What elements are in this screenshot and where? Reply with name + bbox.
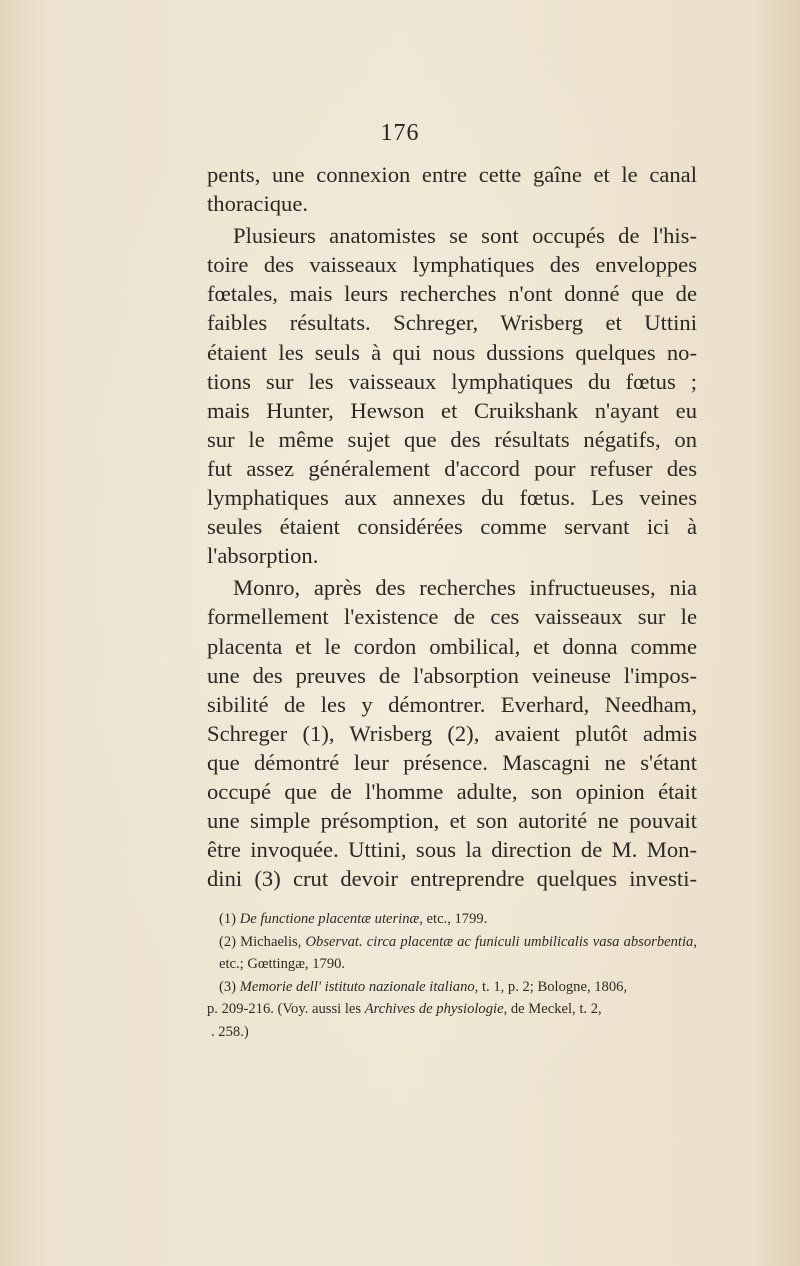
text-line: Schreger (1), Wrisberg (2), avaient plutôt admis <box>207 720 697 746</box>
footnote-3 <box>207 976 697 999</box>
page-number: 176 <box>380 120 420 146</box>
footnote-1 <box>207 908 697 931</box>
text-line: mais Hunter, Hewson et Cruikshank n'ayant eu <box>207 397 697 423</box>
text-line: tions sur les vaisseaux lymphatiques du fœtus ; <box>207 368 697 394</box>
text-line: faibles résultats. Schreger, Wrisberg et Uttini <box>207 310 697 336</box>
text-line: sibilité de les y démontrer. Everhard, Needham, <box>207 691 697 717</box>
text-line: placenta et le cordon ombilical, et donna comme <box>207 633 697 659</box>
footnote-2 <box>207 931 697 976</box>
footnotes <box>207 908 697 1044</box>
footnote-title <box>305 934 693 950</box>
text-line: étaient les seuls à qui nous dussions quelques no- <box>207 339 697 365</box>
text-line: une simple présomption, et son autorité ne pouvait <box>207 808 697 834</box>
text-line: être invoquée. Uttini, sous la direction de M. Mon- <box>207 837 697 863</box>
footnote-text: , etc.; Gœttingæ, 1790. <box>219 933 697 973</box>
text-line: une des preuves de l'absorption veineuse l'impos- <box>207 662 697 688</box>
footnote-text: , de Meckel, t. 2, <box>503 1001 602 1018</box>
text-line: pents, une connexion entre cette gaîne et le canal <box>207 162 697 187</box>
footnote-text: , etc., 1799. <box>419 911 488 927</box>
footnote-3-line-2 <box>207 998 697 1021</box>
text-line: fœtales, mais leurs recherches n'ont donné que de <box>207 281 697 307</box>
text-line: thoracique. <box>207 191 308 217</box>
footnote-author: Michaelis, <box>240 933 302 950</box>
footnote-text: p. 209-216. (Voy. aussi les <box>207 1001 365 1018</box>
footnote-number: (3) <box>219 978 237 995</box>
footnote-title-text: Observat. circa placentæ ac funiculi umbilicalis vasa absorbentia <box>305 933 694 950</box>
footnote-number: (1) <box>219 911 237 927</box>
text-line: fut assez généralement d'accord pour refuser des <box>207 455 697 481</box>
text-line: lymphatiques aux annexes du fœtus. Les veines <box>207 485 697 511</box>
text-line: sur le même sujet que des résultats négatifs, on <box>207 426 697 452</box>
text-line: dini (3) crut devoir entreprendre quelques investi- <box>207 866 697 892</box>
text-line: que démontré leur présence. Mascagni ne s'étant <box>207 749 697 775</box>
footnote-3-line-3: . 258.) <box>211 1023 249 1040</box>
footnote-text: , t. 1, p. 2; Bologne, 1806, <box>474 978 628 995</box>
text-line: Plusieurs anatomistes se sont occupés de l'his- <box>233 223 697 249</box>
text-line: seules étaient considérées comme servant ici à <box>207 514 697 540</box>
text-line: l'absorption. <box>207 543 319 569</box>
text-line: formellement l'existence de ces vaisseaux sur le <box>207 604 697 630</box>
body-text <box>207 160 697 893</box>
footnote-title: Archives de physiologie <box>364 1001 504 1018</box>
footnote-title: De functione placentæ uterinæ <box>239 911 420 927</box>
text-line: toire des vaisseaux lymphatiques des enveloppes <box>207 252 697 278</box>
text-line: occupé que de l'homme adulte, son opinion était <box>207 778 697 804</box>
footnote-title: Memorie dell' istituto nazionale italiano <box>239 978 475 995</box>
footnote-number: (2) <box>219 933 237 950</box>
text-line: Monro, après des recherches infructueuses, nia <box>233 575 697 601</box>
